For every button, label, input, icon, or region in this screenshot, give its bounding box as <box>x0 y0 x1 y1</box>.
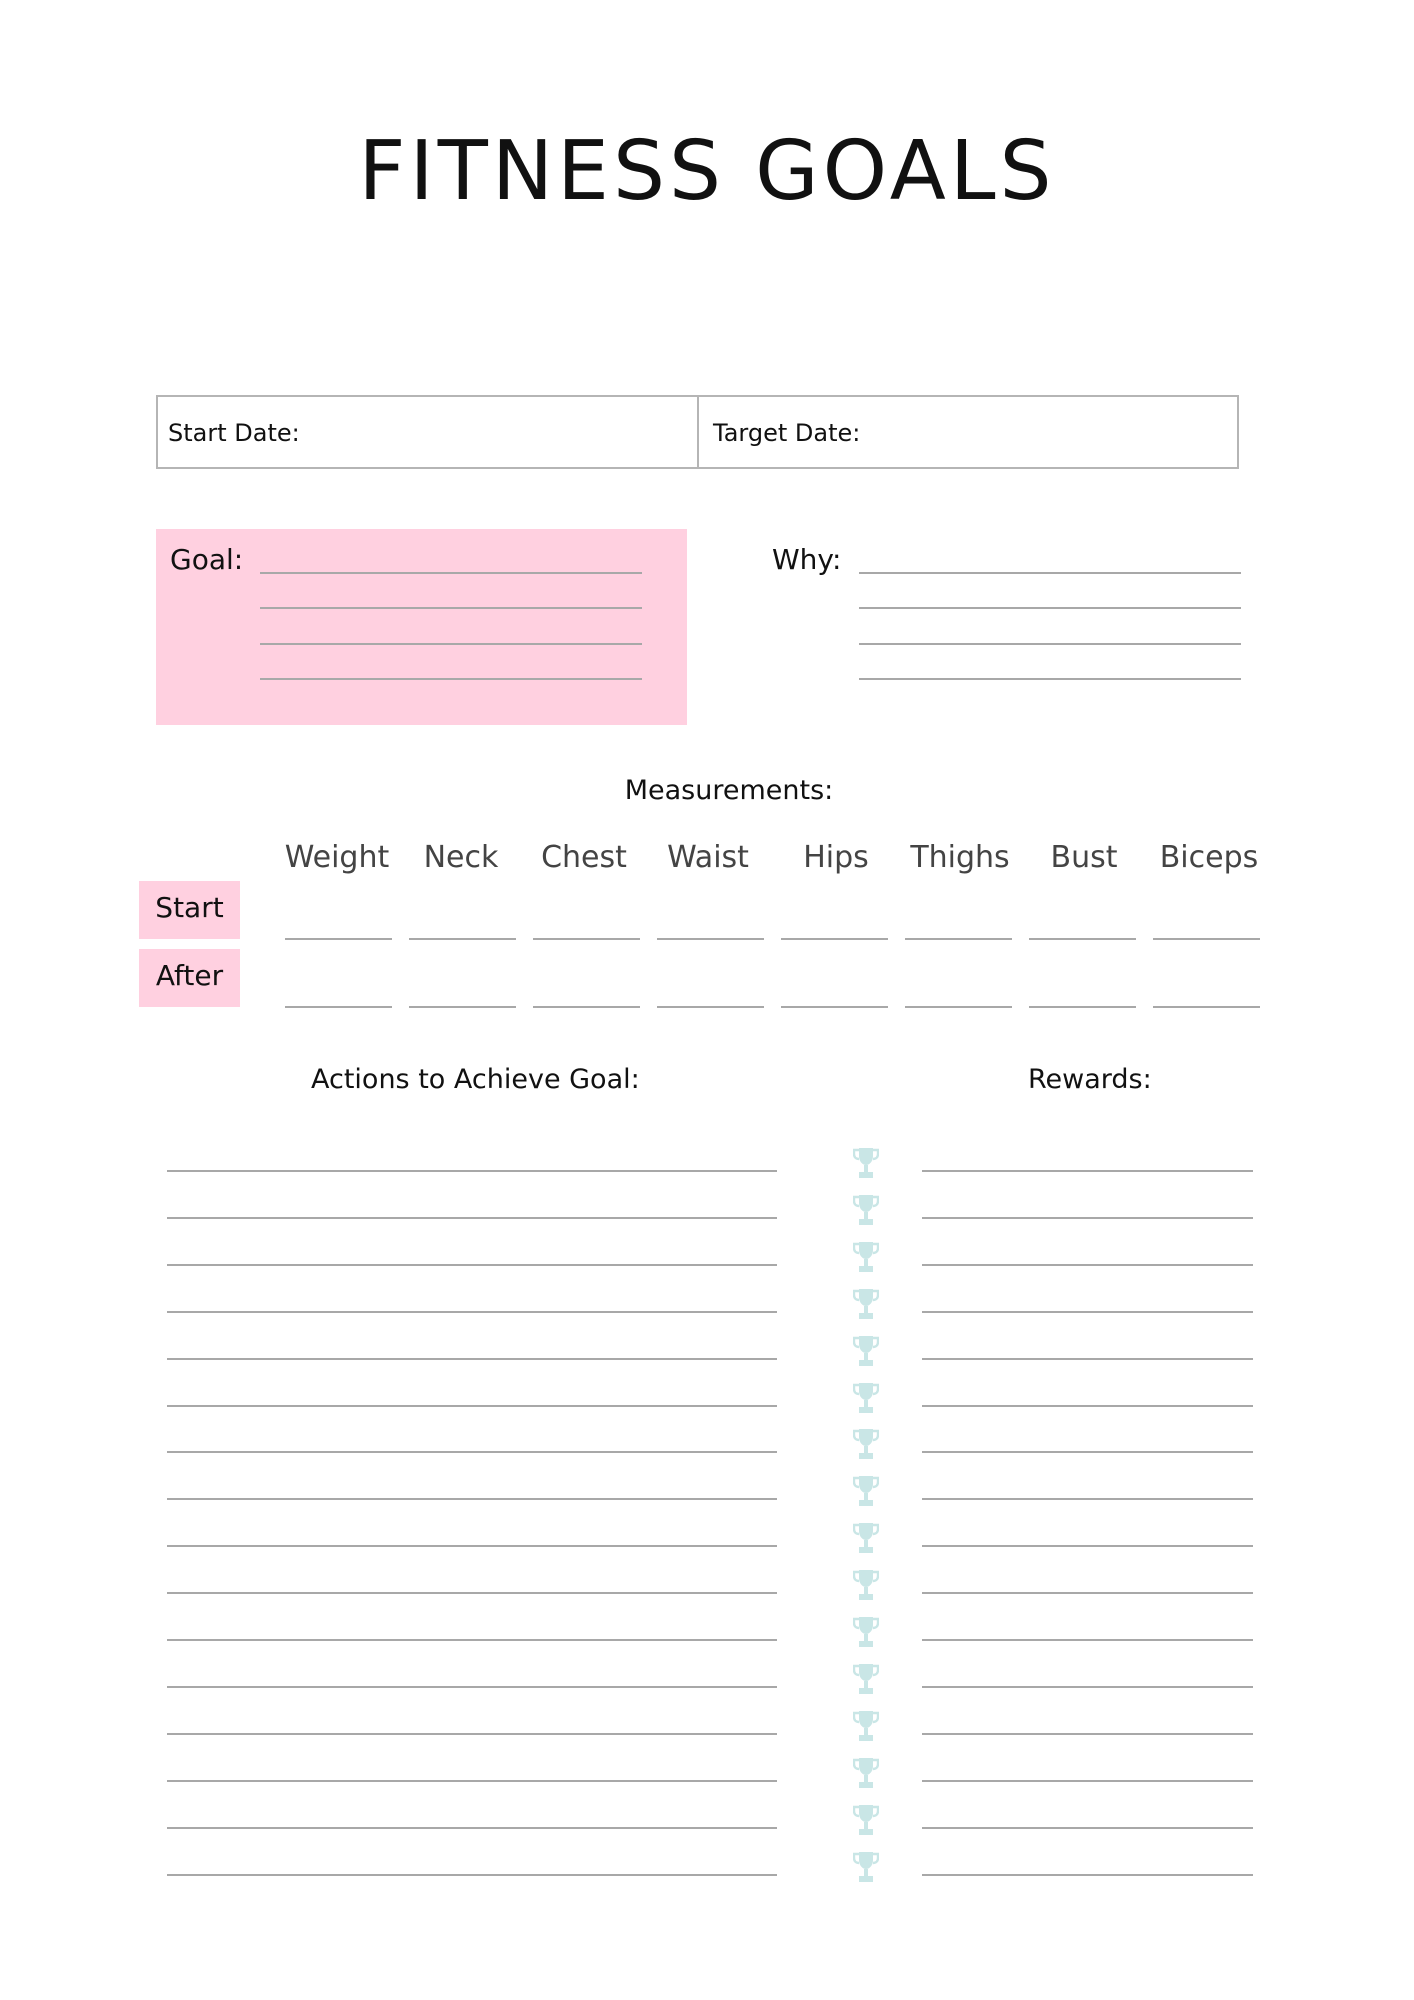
reward-line[interactable] <box>922 1874 1253 1876</box>
after-hips-line[interactable] <box>781 1006 888 1008</box>
reward-line[interactable] <box>922 1686 1253 1688</box>
row-start-label: Start <box>139 881 240 939</box>
action-line[interactable] <box>167 1264 777 1266</box>
after-biceps-line[interactable] <box>1153 1006 1260 1008</box>
action-line[interactable] <box>167 1545 777 1547</box>
start-thighs-line[interactable] <box>905 938 1012 940</box>
start-neck-line[interactable] <box>409 938 516 940</box>
column-neck: Neck <box>423 840 499 875</box>
action-line[interactable] <box>167 1639 777 1641</box>
action-line[interactable] <box>167 1451 777 1453</box>
goal-line[interactable] <box>260 607 642 609</box>
column-biceps: Biceps <box>1159 840 1259 875</box>
reward-line[interactable] <box>922 1170 1253 1172</box>
after-chest-line[interactable] <box>533 1006 640 1008</box>
reward-line[interactable] <box>922 1498 1253 1500</box>
target-date-field[interactable] <box>697 395 1239 469</box>
reward-line[interactable] <box>922 1311 1253 1313</box>
trophy-icon <box>853 1240 879 1274</box>
reward-line[interactable] <box>922 1545 1253 1547</box>
column-hips: Hips <box>803 840 869 875</box>
after-thighs-line[interactable] <box>905 1006 1012 1008</box>
why-line[interactable] <box>859 572 1241 574</box>
trophy-icon <box>853 1334 879 1368</box>
row-after-label: After <box>139 949 240 1007</box>
action-line[interactable] <box>167 1170 777 1172</box>
after-neck-line[interactable] <box>409 1006 516 1008</box>
trophy-icon <box>853 1850 879 1884</box>
target-date-label: Target Date: <box>713 419 861 447</box>
goal-line[interactable] <box>260 678 642 680</box>
trophy-icon <box>853 1756 879 1790</box>
action-line[interactable] <box>167 1827 777 1829</box>
why-line[interactable] <box>859 643 1241 645</box>
goal-line[interactable] <box>260 572 642 574</box>
page-title: FITNESS GOALS <box>358 124 1056 219</box>
action-line[interactable] <box>167 1311 777 1313</box>
action-line[interactable] <box>167 1592 777 1594</box>
after-bust-line[interactable] <box>1029 1006 1136 1008</box>
trophy-icon <box>853 1568 879 1602</box>
action-line[interactable] <box>167 1686 777 1688</box>
why-line[interactable] <box>859 607 1241 609</box>
start-date-label: Start Date: <box>168 419 300 447</box>
reward-line[interactable] <box>922 1264 1253 1266</box>
trophy-icon <box>853 1615 879 1649</box>
action-line[interactable] <box>167 1874 777 1876</box>
reward-line[interactable] <box>922 1217 1253 1219</box>
trophy-icon <box>853 1474 879 1508</box>
column-weight: Weight <box>284 840 390 875</box>
trophy-icon <box>853 1521 879 1555</box>
action-line[interactable] <box>167 1733 777 1735</box>
start-bust-line[interactable] <box>1029 938 1136 940</box>
measurements-heading: Measurements: <box>624 775 834 806</box>
trophy-icon <box>853 1803 879 1837</box>
trophy-icon <box>853 1193 879 1227</box>
column-waist: Waist <box>667 840 749 875</box>
reward-line[interactable] <box>922 1639 1253 1641</box>
after-waist-line[interactable] <box>657 1006 764 1008</box>
column-thighs: Thighs <box>910 840 1010 875</box>
action-line[interactable] <box>167 1217 777 1219</box>
trophy-icon <box>853 1287 879 1321</box>
reward-line[interactable] <box>922 1733 1253 1735</box>
action-line[interactable] <box>167 1358 777 1360</box>
why-label: Why: <box>772 543 842 576</box>
reward-line[interactable] <box>922 1358 1253 1360</box>
goal-label: Goal: <box>170 543 244 576</box>
start-waist-line[interactable] <box>657 938 764 940</box>
start-weight-line[interactable] <box>285 938 392 940</box>
trophy-icon <box>853 1381 879 1415</box>
actions-heading: Actions to Achieve Goal: <box>311 1064 640 1095</box>
column-chest: Chest <box>541 840 627 875</box>
trophy-icon <box>853 1662 879 1696</box>
goal-line[interactable] <box>260 643 642 645</box>
start-chest-line[interactable] <box>533 938 640 940</box>
rewards-heading: Rewards: <box>1028 1064 1152 1095</box>
reward-line[interactable] <box>922 1451 1253 1453</box>
trophy-icon <box>853 1709 879 1743</box>
reward-line[interactable] <box>922 1780 1253 1782</box>
trophy-icon <box>853 1146 879 1180</box>
reward-line[interactable] <box>922 1592 1253 1594</box>
why-line[interactable] <box>859 678 1241 680</box>
start-date-field[interactable] <box>156 395 699 469</box>
column-bust: Bust <box>1050 840 1118 875</box>
reward-line[interactable] <box>922 1405 1253 1407</box>
start-biceps-line[interactable] <box>1153 938 1260 940</box>
action-line[interactable] <box>167 1498 777 1500</box>
action-line[interactable] <box>167 1405 777 1407</box>
action-line[interactable] <box>167 1780 777 1782</box>
start-hips-line[interactable] <box>781 938 888 940</box>
reward-line[interactable] <box>922 1827 1253 1829</box>
after-weight-line[interactable] <box>285 1006 392 1008</box>
trophy-icon <box>853 1427 879 1461</box>
